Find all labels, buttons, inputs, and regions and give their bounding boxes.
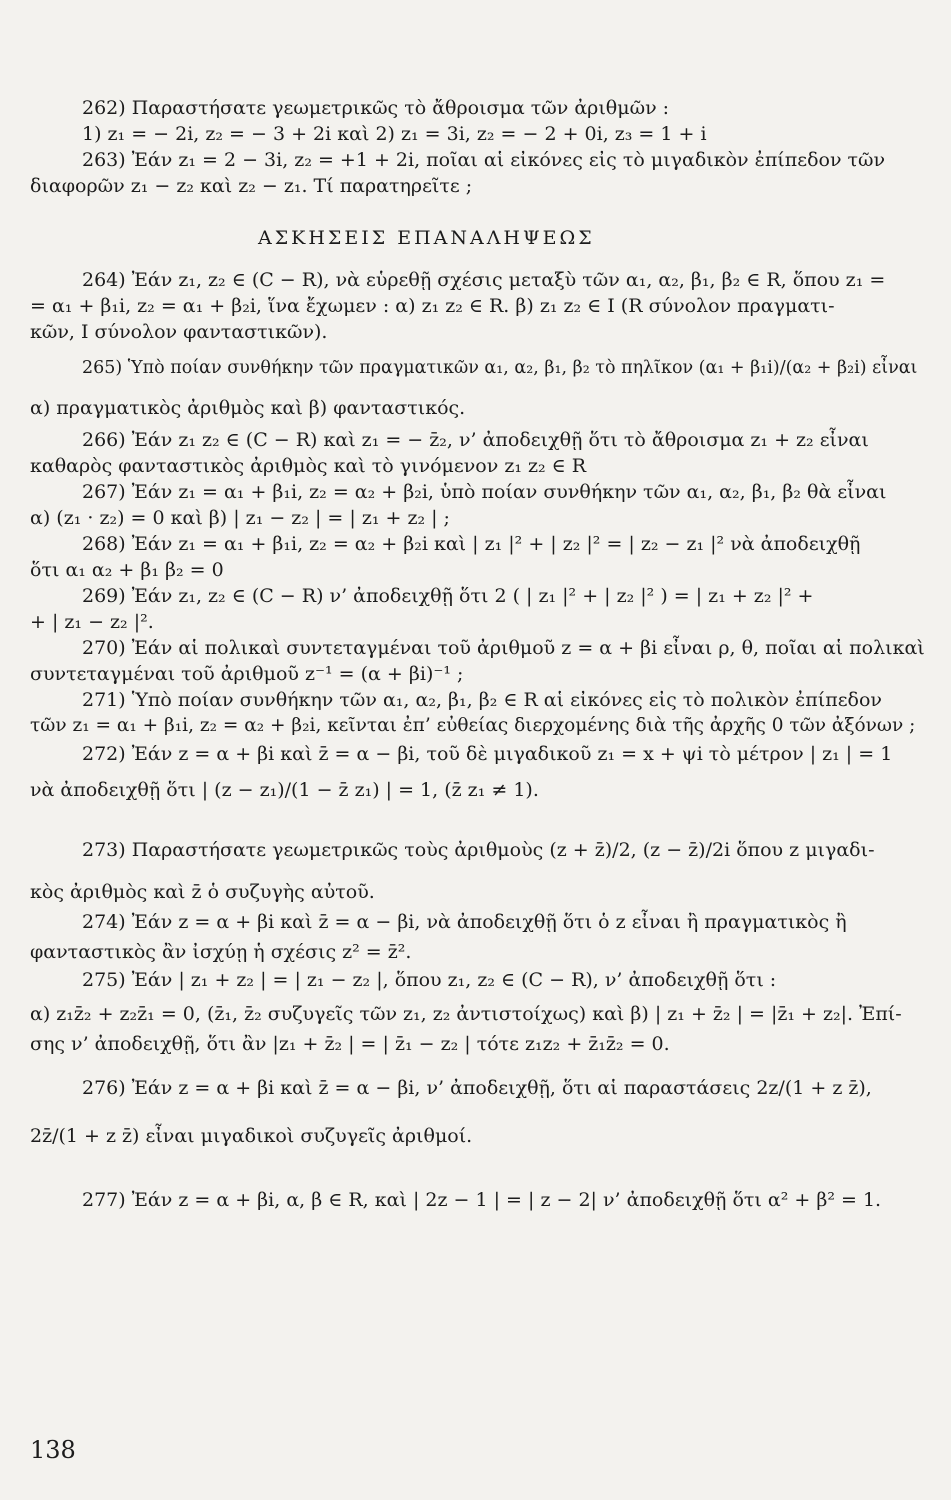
text-line: 262) Παραστήσατε γεωμετρικῶς τὸ ἄθροισμα τῶν ἀριθμῶν : <box>82 97 670 119</box>
page-number: 138 <box>30 1436 76 1464</box>
text-line: 2z̄/(1 + z z̄) εἶναι μιγαδικοὶ συζυγεῖς ἀριθμοί. <box>30 1125 473 1147</box>
text-line: α) z₁z̄₂ + z₂z̄₁ = 0, (z̄₁, z̄₂ συζυγεῖς τῶν z₁, z₂ ἀντιστοίχως) καὶ β) | z₁ + z̄₂ | = |z̄₁ + z₂|. Ἐπί- <box>30 1003 902 1025</box>
text-line: σης ν’ ἀποδειχθῇ, ὅτι ἂν |z₁ + z̄₂ | = | z̄₁ − z₂ | τότε z₁z₂ + z̄₁z̄₂ = 0. <box>30 1033 670 1055</box>
text-line: 268) Ἐάν z₁ = α₁ + β₁i, z₂ = α₂ + β₂i καὶ | z₁ |² + | z₂ |² = | z₂ − z₁ |² νὰ ἀποδειχθῇ <box>82 533 861 555</box>
text-line: α) (z₁ · z₂) = 0 καὶ β) | z₁ − z₂ | = | z₁ + z₂ | ; <box>30 507 450 529</box>
text-line: 269) Ἐάν z₁, z₂ ∈ (C − R) ν’ ἀποδειχθῇ ὅτι 2 ( | z₁ |² + | z₂ |² ) = | z₁ + z₂ |² + <box>82 585 814 607</box>
text-line: = α₁ + β₁i, z₂ = α₁ + β₂i, ἵνα ἔχωμεν : α) z₁ z₂ ∈ R. β) z₁ z₂ ∈ I (R σύνολον πραγματι- <box>30 295 835 317</box>
text-line: + | z₁ − z₂ |². <box>30 611 154 633</box>
text-line: νὰ ἀποδειχθῇ ὅτι | (z − z₁)/(1 − z̄ z₁) | = 1, (z̄ z₁ ≠ 1). <box>30 779 539 801</box>
text-line: 264) Ἐάν z₁, z₂ ∈ (C − R), νὰ εὑρεθῇ σχέσις μεταξὺ τῶν α₁, α₂, β₁, β₂ ∈ R, ὅπου z₁ = <box>82 269 886 291</box>
text-line: καθαρὸς φανταστικὸς ἀριθμὸς καὶ τὸ γινόμενον z₁ z₂ ∈ R <box>30 455 587 477</box>
text-line: 270) Ἐάν αἱ πολικαὶ συντεταγμέναι τοῦ ἀριθμοῦ z = α + βi εἶναι ρ, θ, ποῖαι αἱ πολικαὶ <box>82 637 925 659</box>
text-line: 265) Ὑπὸ ποίαν συνθήκην τῶν πραγματικῶν α₁, α₂, β₁, β₂ τὸ πηλῖκον (α₁ + β₁i)/(α₂ + β₂i) εἶναι <box>82 358 918 378</box>
text-line: 1) z₁ = − 2i, z₂ = − 3 + 2i καὶ 2) z₁ = 3i, z₂ = − 2 + 0i, z₃ = 1 + i <box>82 123 707 145</box>
text-line: α) πραγματικὸς ἀριθμὸς καὶ β) φανταστικός. <box>30 397 466 419</box>
text-line: 263) Ἐάν z₁ = 2 − 3i, z₂ = +1 + 2i, ποῖαι αἱ εἰκόνες εἰς τὸ μιγαδικὸν ἐπίπεδον τῶν <box>82 149 886 171</box>
text-line: τῶν z₁ = α₁ + β₁i, z₂ = α₂ + β₂i, κεῖνται ἐπ’ εὐθείας διερχομένης διὰ τῆς ἀρχῆς 0 τῶν ἀξόνων ; <box>30 715 916 736</box>
text-line: 275) Ἐάν | z₁ + z₂ | = | z₁ − z₂ |, ὅπου z₁, z₂ ∈ (C − R), ν’ ἀποδειχθῇ ὅτι : <box>82 969 777 991</box>
text-line: 271) Ὑπὸ ποίαν συνθήκην τῶν α₁, α₂, β₁, β₂ ∈ R αἱ εἰκόνες εἰς τὸ πολικὸν ἐπίπεδον <box>82 689 882 711</box>
text-line: 276) Ἐάν z = α + βi καὶ z̄ = α − βi, ν’ ἀποδειχθῇ, ὅτι αἱ παραστάσεις 2z/(1 + z z̄), <box>82 1077 872 1099</box>
text-line: διαφορῶν z₁ − z₂ καὶ z₂ − z₁. Τί παρατηρεῖτε ; <box>30 175 473 197</box>
section-heading: ΑΣΚΗΣΕΙΣ ΕΠΑΝΑΛΗΨΕΩΣ <box>258 227 595 249</box>
text-line: 267) Ἐάν z₁ = α₁ + β₁i, z₂ = α₂ + β₂i, ὑπὸ ποίαν συνθήκην τῶν α₁, α₂, β₁, β₂ θὰ εἶναι <box>82 481 887 503</box>
text-line: 277) Ἐάν z = α + βi, α, β ∈ R, καὶ | 2z − 1 | = | z − 2| ν’ ἀποδειχθῇ ὅτι α² + β² = 1. <box>82 1189 882 1211</box>
text-line: ὅτι α₁ α₂ + β₁ β₂ = 0 <box>30 559 224 581</box>
text-line: 272) Ἐάν z = α + βi καὶ z̄ = α − βi, τοῦ δὲ μιγαδικοῦ z₁ = x + ψi τὸ μέτρον | z₁ | = 1 <box>82 743 893 765</box>
text-line: 274) Ἐάν z = α + βi καὶ z̄ = α − βi, νὰ ἀποδειχθῇ ὅτι ὁ z εἶναι ἢ πραγματικὸς ἢ <box>82 911 847 933</box>
text-line: φανταστικὸς ἂν ἰσχύῃ ἡ σχέσις z² = z̄². <box>30 941 412 963</box>
text-line: 266) Ἐάν z₁ z₂ ∈ (C − R) καὶ z₁ = − z̄₂, ν’ ἀποδειχθῇ ὅτι τὸ ἄθροισμα z₁ + z₂ εἶναι <box>82 429 869 451</box>
text-line: κὸς ἀριθμὸς καὶ z̄ ὁ συζυγὴς αὐτοῦ. <box>30 881 375 903</box>
text-line: συντεταγμέναι τοῦ ἀριθμοῦ z⁻¹ = (α + βi)⁻¹ ; <box>30 663 464 685</box>
text-line: κῶν, I σύνολον φανταστικῶν). <box>30 321 328 343</box>
text-line: 273) Παραστήσατε γεωμετρικῶς τοὺς ἀριθμοὺς (z + z̄)/2, (z − z̄)/2i ὅπου z μιγαδι- <box>82 839 875 861</box>
